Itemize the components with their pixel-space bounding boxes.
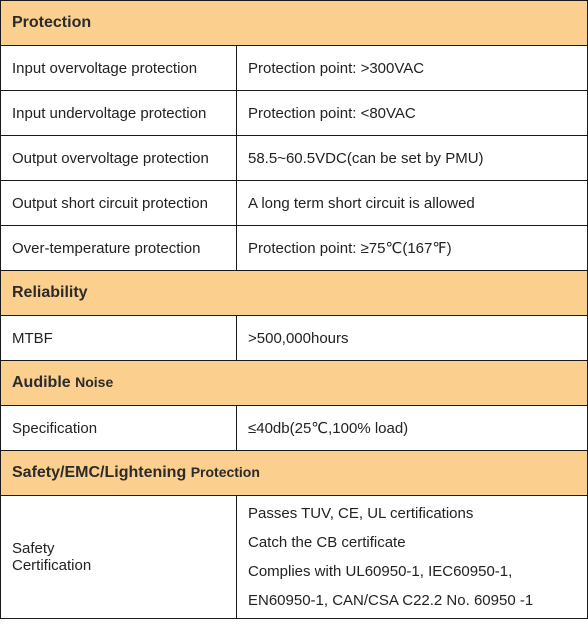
row-value-line: EN60950-1, CAN/CSA C22.2 No. 60950 -1 [248,592,534,609]
row-label: Output short circuit protection [1,181,237,226]
row-value-line: Passes TUV, CE, UL certifications [248,505,474,522]
row-label: Over-temperature protection [1,226,237,271]
row-label: Input undervoltage protection [1,91,237,136]
row-label [1,496,237,619]
row-value: Protection point: <80VAC [237,91,588,136]
table-row [1,316,588,361]
section-title-main: Safety/EMC/Lightening [12,464,187,481]
section-title [1,451,588,496]
section-title-small: Protection [190,464,260,480]
table-row [1,136,588,181]
row-value: Protection point: ≥75℃(167℉) [237,226,588,271]
row-value: A long term short circuit is allowed [237,181,588,226]
row-value: 58.5~60.5VDC(can be set by PMU) [237,136,588,181]
section-title [1,361,588,406]
row-label: Output overvoltage protection [1,136,237,181]
table-row [1,91,588,136]
row-value [237,496,588,619]
row-value-line: Catch the CB certificate [248,534,406,551]
section-header-reliability [1,271,588,316]
table-row [1,46,588,91]
row-label: Input overvoltage protection [1,46,237,91]
section-title-main: Audible [12,374,71,391]
table-row [1,496,588,619]
row-value: >500,000hours [237,316,588,361]
section-title-small: Noise [75,374,114,390]
section-header-audible-noise [1,361,588,406]
row-value-line: Complies with UL60950-1, IEC60950-1, [248,563,513,580]
section-header-safety [1,451,588,496]
table-row [1,181,588,226]
table-row [1,406,588,451]
section-title: Protection [1,1,588,46]
table-row [1,226,588,271]
row-label: MTBF [1,316,237,361]
row-label: Specification [1,406,237,451]
section-title: Reliability [1,271,588,316]
section-header-protection [1,1,588,46]
row-label-line: Certification [12,557,92,574]
row-value: Protection point: >300VAC [237,46,588,91]
row-label-line: Safety [12,540,55,557]
row-value: ≤40db(25℃,100% load) [237,406,588,451]
